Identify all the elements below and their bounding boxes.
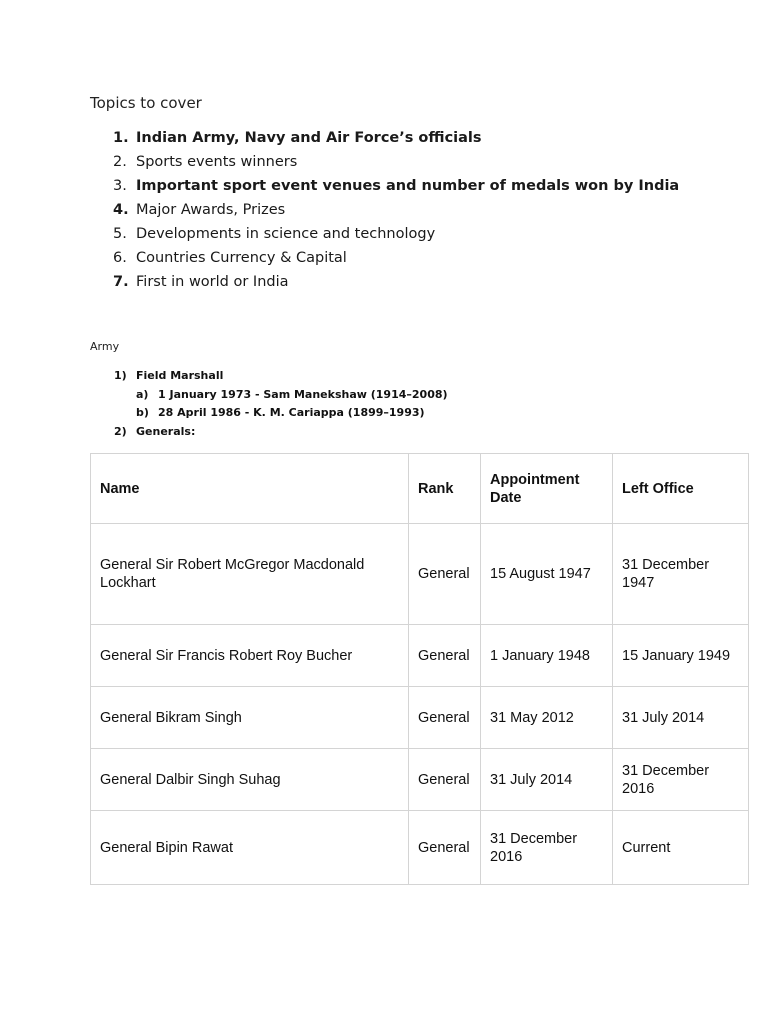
table-row — [91, 811, 749, 885]
cell-appointment-date: 31 December 2016 — [481, 811, 613, 885]
list-text: Major Awards, Prizes — [136, 202, 286, 218]
cell-rank: General — [409, 749, 481, 811]
list-text: Sports events winners — [136, 154, 298, 170]
cell-appointment-date: 1 January 1948 — [481, 625, 613, 687]
cell-name: General Bipin Rawat — [91, 811, 409, 885]
list-text: Indian Army, Navy and Air Force’s officials — [136, 130, 482, 146]
header-rank: Rank — [409, 454, 481, 524]
outline-subitem — [114, 405, 448, 424]
cell-appointment-date: 31 July 2014 — [481, 749, 613, 811]
army-heading: Army — [90, 340, 120, 353]
list-item — [113, 200, 679, 224]
list-number: 3. — [113, 178, 127, 194]
outline-subnumber: a) — [136, 387, 149, 401]
table-row — [91, 524, 749, 625]
outline-label: Generals: — [136, 424, 196, 438]
cell-name: General Dalbir Singh Suhag — [91, 749, 409, 811]
table-header-row — [91, 454, 749, 524]
table-row — [91, 625, 749, 687]
header-left-office: Left Office — [613, 454, 749, 524]
list-item — [113, 176, 679, 200]
cell-appointment-date: 15 August 1947 — [481, 524, 613, 625]
cell-rank: General — [409, 625, 481, 687]
cell-name: General Sir Francis Robert Roy Bucher — [91, 625, 409, 687]
list-item — [113, 152, 679, 176]
cell-name: General Sir Robert McGregor Macdonald Lockhart — [91, 524, 409, 625]
generals-table — [90, 453, 749, 885]
list-text: Important sport event venues and number of medals won by India — [136, 178, 680, 194]
list-text: Countries Currency & Capital — [136, 250, 347, 266]
outline-number: 2) — [114, 424, 127, 438]
list-text: First in world or India — [136, 274, 289, 290]
outline-label: Field Marshall — [136, 369, 224, 382]
outline-item-field-marshall — [114, 368, 448, 387]
list-item — [113, 224, 679, 248]
table-row — [91, 687, 749, 749]
cell-rank: General — [409, 524, 481, 625]
list-number: 2. — [113, 154, 127, 170]
list-number: 1. — [113, 130, 129, 146]
cell-left-office: 31 July 2014 — [613, 687, 749, 749]
topics-list — [113, 128, 679, 296]
cell-rank: General — [409, 811, 481, 885]
header-name: Name — [91, 454, 409, 524]
list-item — [113, 248, 679, 272]
outline-subtext: 1 January 1973 - Sam Manekshaw (1914–2008) — [158, 387, 448, 401]
header-appointment-date: Appointment Date — [481, 454, 613, 524]
cell-left-office: 31 December 2016 — [613, 749, 749, 811]
list-number: 7. — [113, 274, 129, 290]
cell-left-office: 31 December 1947 — [613, 524, 749, 625]
outline-number: 1) — [114, 369, 127, 382]
cell-appointment-date: 31 May 2012 — [481, 687, 613, 749]
list-number: 4. — [113, 202, 129, 218]
outline-item-generals — [114, 424, 448, 443]
list-text: Developments in science and technology — [136, 226, 436, 242]
list-number: 5. — [113, 226, 127, 242]
table-row — [91, 749, 749, 811]
outline-subtext: 28 April 1986 - K. M. Cariappa (1899–1993) — [158, 406, 425, 419]
cell-name: General Bikram Singh — [91, 687, 409, 749]
army-outline — [114, 368, 448, 442]
cell-left-office: Current — [613, 811, 749, 885]
topics-heading: Topics to cover — [90, 94, 202, 112]
outline-subnumber: b) — [136, 406, 149, 419]
outline-subitem — [114, 387, 448, 406]
list-number: 6. — [113, 250, 127, 266]
list-item — [113, 272, 679, 296]
cell-left-office: 15 January 1949 — [613, 625, 749, 687]
cell-rank: General — [409, 687, 481, 749]
list-item — [113, 128, 679, 152]
